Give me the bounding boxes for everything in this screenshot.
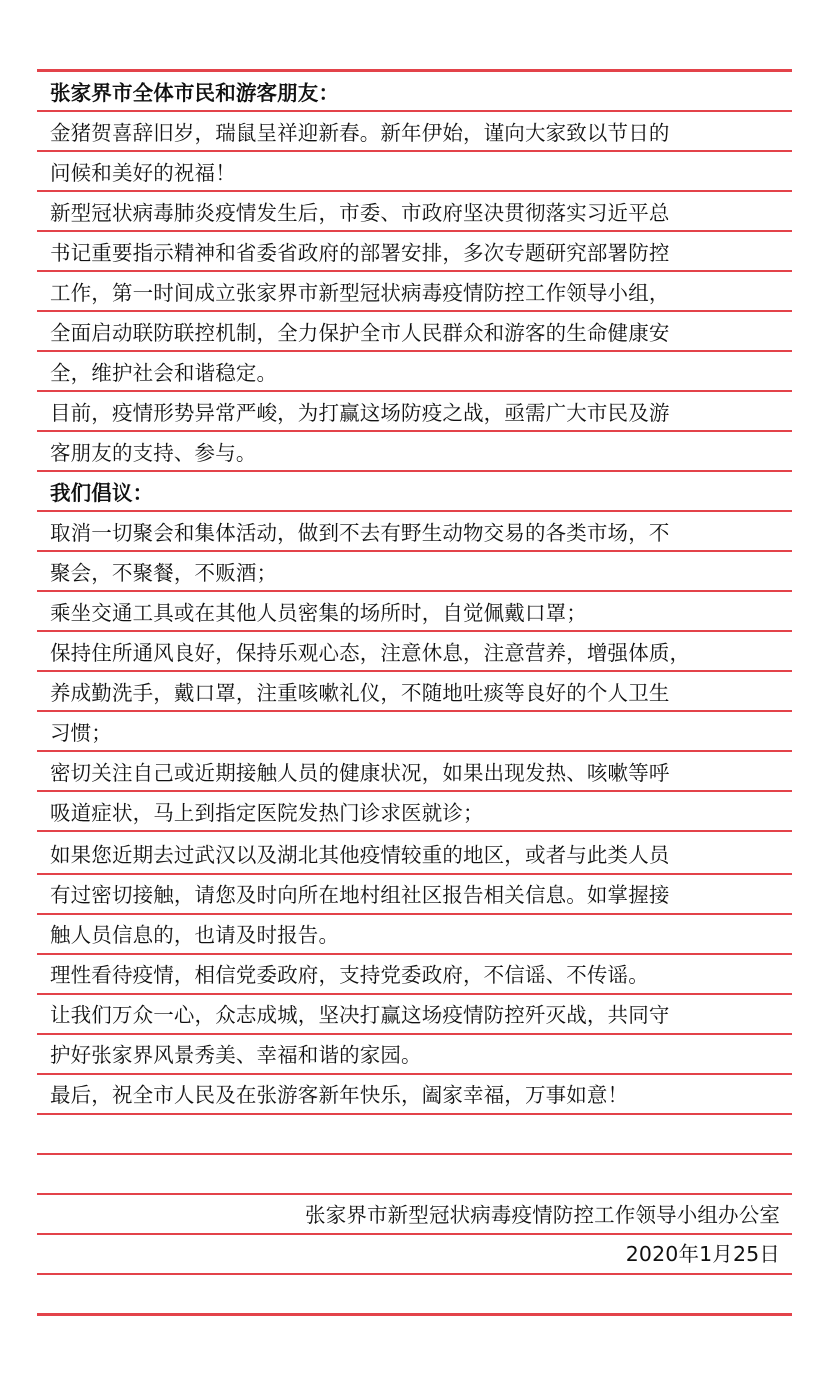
salutation: 张家界市全体市民和游客朋友： <box>50 81 340 105</box>
signature: 张家界市新型冠状病毒疫情防控工作领导小组办公室 <box>305 1203 780 1227</box>
proposal-line: 乘坐交通工具或在其他人员密集的场所时，自觉佩戴口罩； <box>50 601 587 625</box>
bottom-rule <box>37 1313 792 1316</box>
proposal-line: 有过密切接触，请您及时向所在地村组社区报告相关信息。如掌握接 <box>50 883 670 907</box>
proposal-line: 密切关注自己或近期接触人员的健康状况，如果出现发热、咳嗽等呼 <box>50 761 670 785</box>
ruled-line <box>37 1153 792 1155</box>
proposal-line: 最后，祝全市人民及在张游客新年快乐，阖家幸福，万事如意！ <box>50 1083 629 1107</box>
proposal-heading: 我们倡议： <box>50 481 154 505</box>
proposal-line: 吸道症状，马上到指定医院发热门诊求医就诊； <box>50 801 484 825</box>
body-line: 金猪贺喜辞旧岁，瑞鼠呈祥迎新春。新年伊始，谨向大家致以节日的 <box>50 121 670 145</box>
proposal-line: 聚会，不聚餐，不贩酒； <box>50 561 278 585</box>
proposal-line: 让我们万众一心，众志成城，坚决打赢这场疫情防控歼灭战，共同守 <box>50 1003 670 1027</box>
body-line: 全，维护社会和谐稳定。 <box>50 361 278 385</box>
body-line: 问候和美好的祝福！ <box>50 161 236 185</box>
date: 2020年1月25日 <box>625 1242 780 1266</box>
body-line: 书记重要指示精神和省委省政府的部署安排，多次专题研究部署防控 <box>50 241 670 265</box>
body-line: 工作，第一时间成立张家界市新型冠状病毒疫情防控工作领导小组， <box>50 281 670 305</box>
proposal-line: 理性看待疫情，相信党委政府，支持党委政府，不信谣、不传谣。 <box>50 963 649 987</box>
proposal-line: 如果您近期去过武汉以及湖北其他疫情较重的地区，或者与此类人员 <box>50 843 670 867</box>
proposal-line: 护好张家界风景秀美、幸福和谐的家园。 <box>50 1043 422 1067</box>
body-line: 目前，疫情形势异常严峻，为打赢这场防疫之战，亟需广大市民及游 <box>50 401 670 425</box>
proposal-line: 取消一切聚会和集体活动，做到不去有野生动物交易的各类市场，不 <box>50 521 670 545</box>
body-line: 客朋友的支持、参与。 <box>50 441 257 465</box>
proposal-line: 保持住所通风良好，保持乐观心态，注意休息，注意营养，增强体质， <box>50 641 691 665</box>
proposal-line: 养成勤洗手，戴口罩，注重咳嗽礼仪，不随地吐痰等良好的个人卫生 <box>50 681 670 705</box>
proposal-line: 习惯； <box>50 721 112 745</box>
body-line: 全面启动联防联控机制，全力保护全市人民群众和游客的生命健康安 <box>50 321 670 345</box>
proposal-line: 触人员信息的，也请及时报告。 <box>50 923 340 947</box>
body-line: 新型冠状病毒肺炎疫情发生后，市委、市政府坚决贯彻落实习近平总 <box>50 201 670 225</box>
top-rule <box>37 69 792 72</box>
